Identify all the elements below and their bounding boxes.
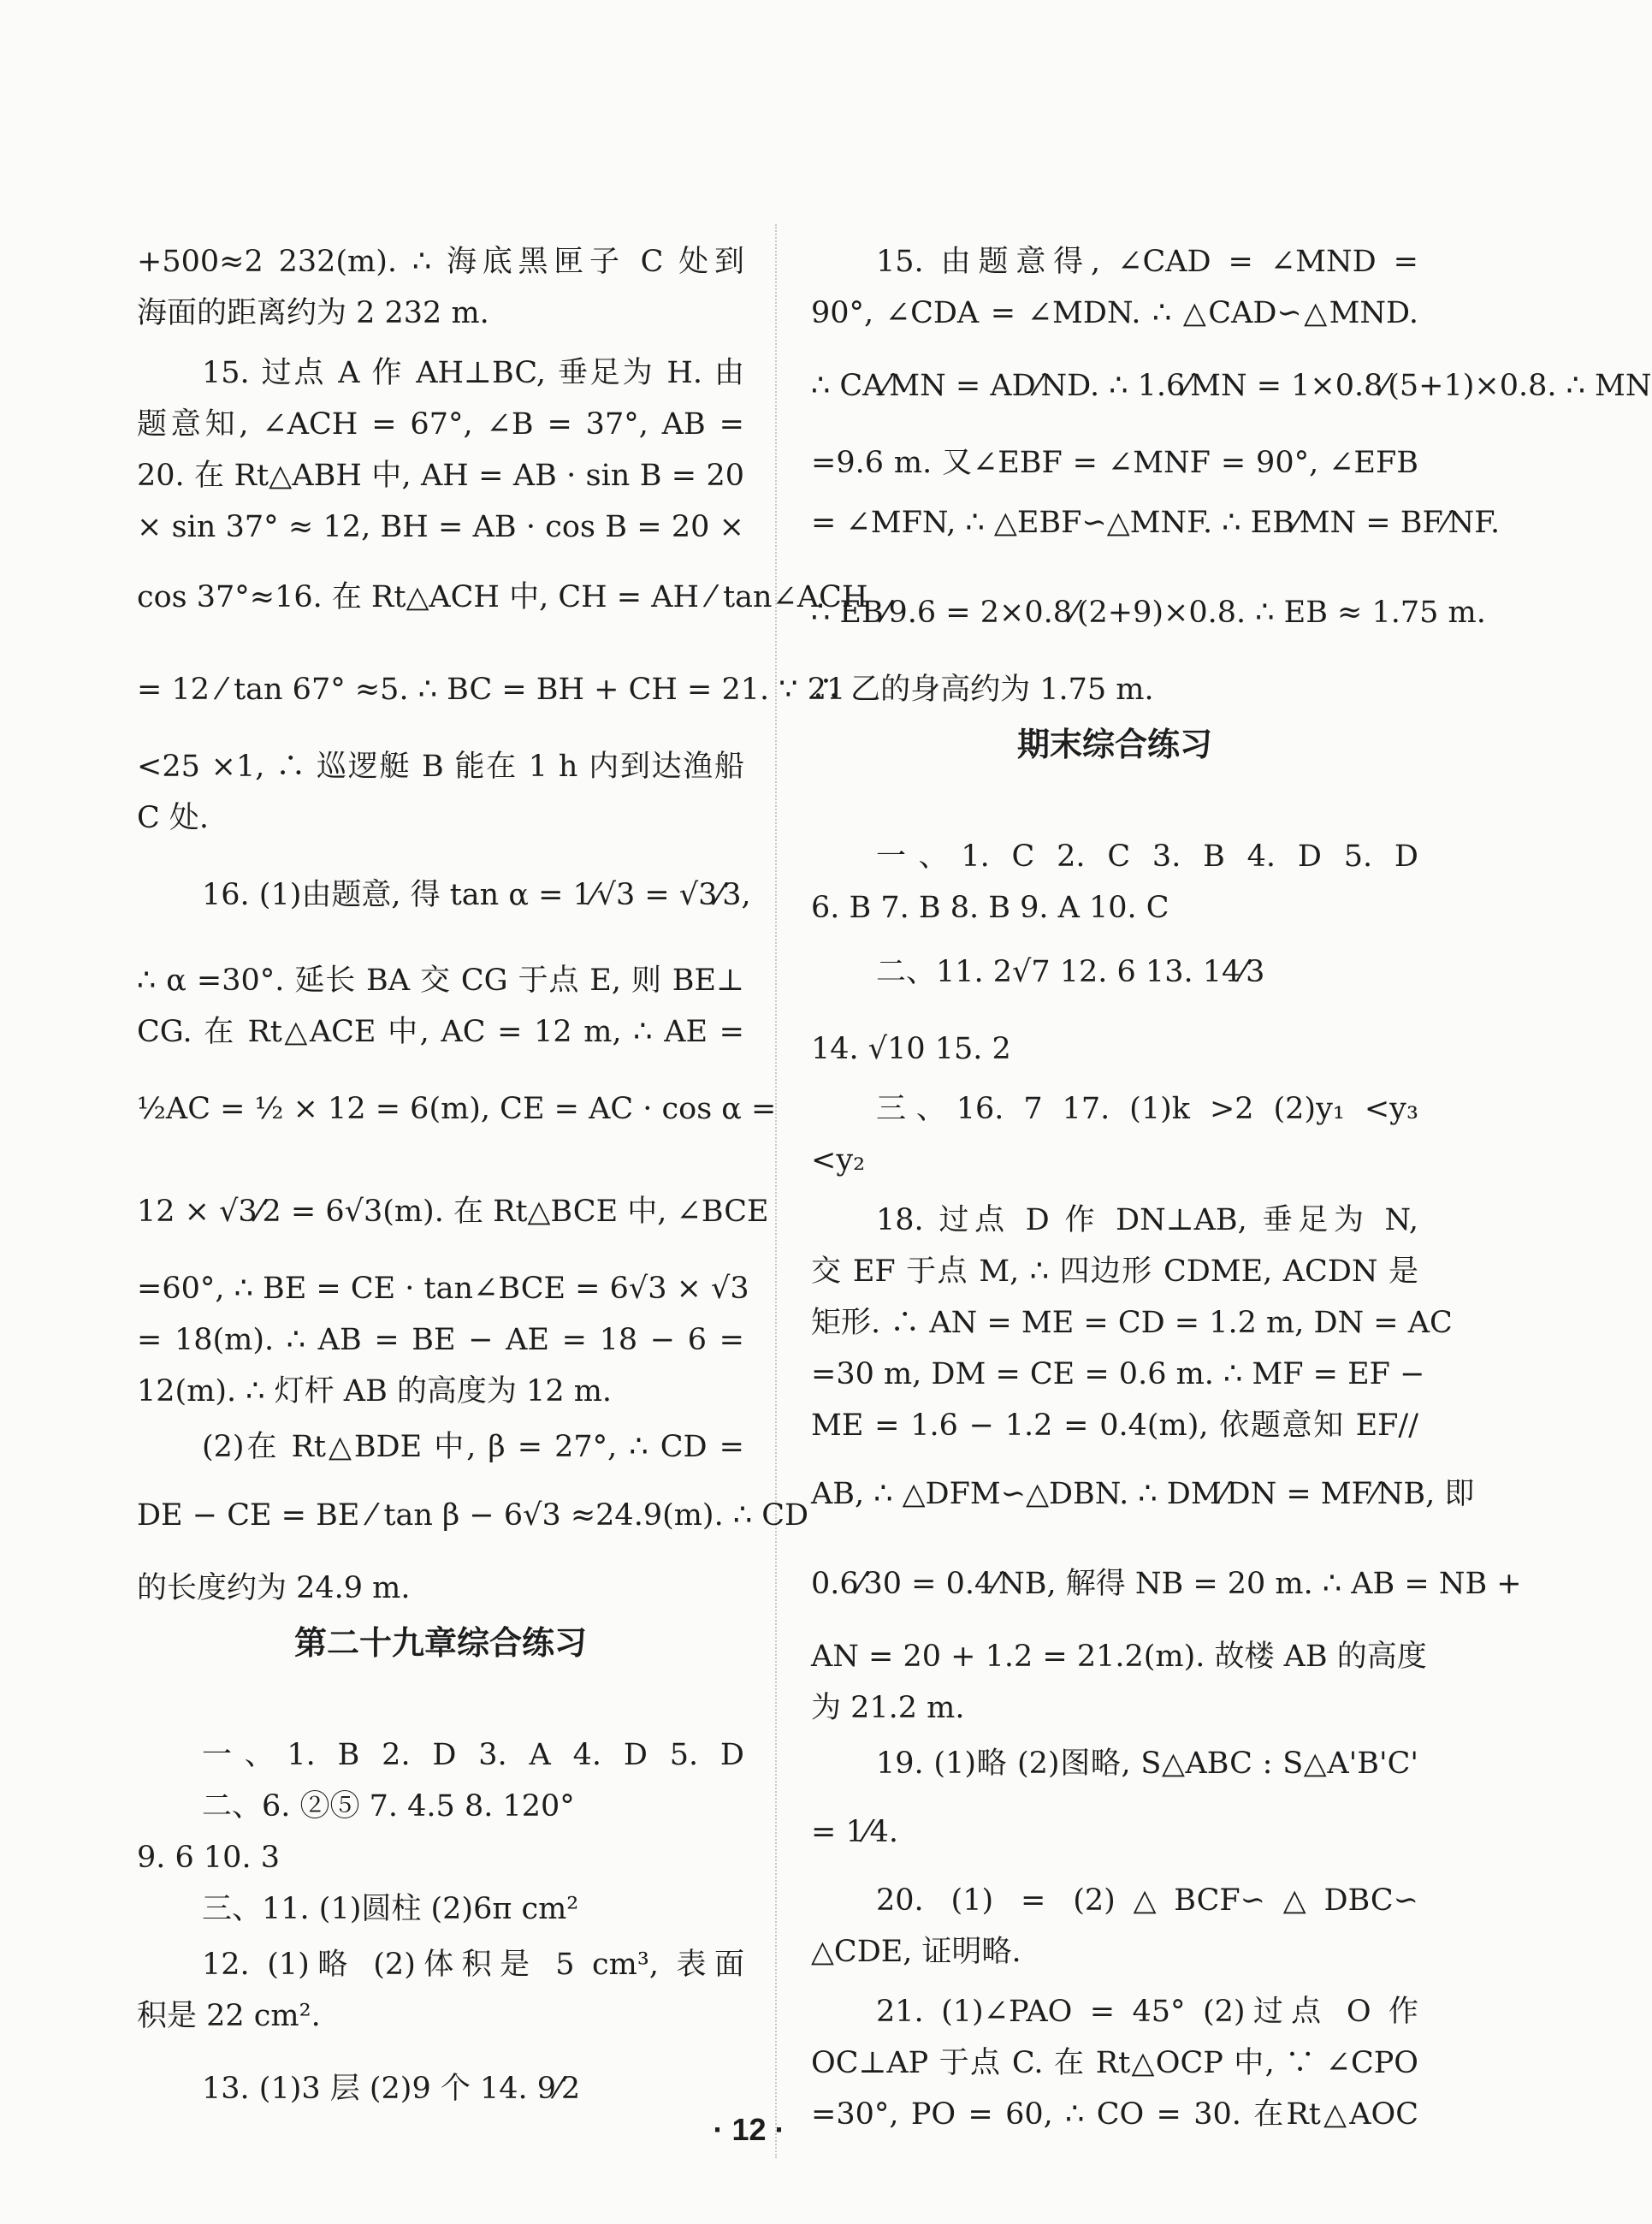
text-line: 20. 在 Rt△ABH 中, AH = AB · sin B = 20 bbox=[137, 459, 744, 493]
text-line: 积是 22 cm². bbox=[137, 1999, 321, 2033]
text-line: 二、6. ②⑤ 7. 4.5 8. 120° bbox=[202, 1789, 575, 1824]
text-line: 题意知, ∠ACH = 67°, ∠B = 37°, AB = bbox=[137, 407, 744, 442]
text-line: DE − CE = BE ⁄ tan β − 6√3 ≈24.9(m). ∴ CD bbox=[137, 1498, 809, 1533]
text-line: = ∠MFN, ∴ △EBF∽△MNF. ∴ EB⁄MN = BF⁄NF. bbox=[811, 506, 1501, 540]
text-line: 一、1. C 2. C 3. B 4. D 5. D bbox=[876, 839, 1418, 874]
text-line: cos 37°≈16. 在 Rt△ACH 中, CH = AH ⁄ tan∠ACH bbox=[137, 580, 868, 614]
text-line: 交 EF 于点 M, ∴ 四边形 CDME, ACDN 是 bbox=[811, 1254, 1418, 1289]
text-line: ∴ α =30°. 延长 BA 交 CG 于点 E, 则 BE⊥ bbox=[137, 964, 744, 998]
text-line: AB, ∴ △DFM∽△DBN. ∴ DM⁄DN = MF⁄NB, 即 bbox=[811, 1477, 1475, 1511]
text-line: 6. B 7. B 8. B 9. A 10. C bbox=[811, 891, 1169, 925]
text-line: 18. 过点 D 作 DN⊥AB, 垂足为 N, bbox=[876, 1203, 1418, 1237]
text-line: 三、16. 7 17. (1)k >2 (2)y₁ <y₃ bbox=[876, 1092, 1418, 1126]
text-line: C 处. bbox=[137, 801, 210, 835]
text-line: =30 m, DM = CE = 0.6 m. ∴ MF = EF − bbox=[811, 1357, 1425, 1391]
text-line: 21. (1)∠PAO = 45° (2)过点 O 作 bbox=[876, 1995, 1418, 2029]
text-line: ½AC = ½ × 12 = 6(m), CE = AC · cos α = bbox=[137, 1092, 777, 1126]
text-line: ∴ 乙的身高约为 1.75 m. bbox=[811, 673, 1154, 707]
final-exercise-heading: 期末综合练习 bbox=[1016, 726, 1212, 763]
text-line: 三、11. (1)圆柱 (2)6π cm² bbox=[202, 1892, 579, 1926]
text-line: 为 21.2 m. bbox=[811, 1691, 965, 1725]
text-line: 20. (1) = (2)△BCF∽△DBC∽ bbox=[876, 1883, 1418, 1918]
text-line: 13. (1)3 层 (2)9 个 14. 9⁄2 bbox=[202, 2072, 581, 2106]
text-line: 0.6⁄30 = 0.4⁄NB, 解得 NB = 20 m. ∴ AB = NB + bbox=[811, 1567, 1522, 1601]
text-line: =9.6 m. 又∠EBF = ∠MNF = 90°, ∠EFB bbox=[811, 446, 1418, 480]
text-line: 矩形. ∴ AN = ME = CD = 1.2 m, DN = AC bbox=[811, 1306, 1453, 1340]
text-line: 12(m). ∴ 灯杆 AB 的高度为 12 m. bbox=[137, 1374, 613, 1409]
text-line: 16. (1)由题意, 得 tan α = 1⁄√3 = √3⁄3, bbox=[202, 878, 751, 912]
chapter-29-heading: 第二十九章综合练习 bbox=[293, 1624, 587, 1662]
text-line: +500≈2 232(m). ∴ 海底黑匣子 C 处到 bbox=[137, 245, 744, 279]
text-line: 9. 6 10. 3 bbox=[137, 1841, 280, 1875]
text-line: ∴ CA⁄MN = AD⁄ND. ∴ 1.6⁄MN = 1×0.8⁄(5+1)×0.8. ∴ MN bbox=[811, 369, 1652, 403]
text-line: 90°, ∠CDA = ∠MDN. ∴ △CAD∽△MND. bbox=[811, 296, 1418, 330]
text-line: 14. √10 15. 2 bbox=[811, 1032, 1011, 1066]
page-number: · 12 · bbox=[713, 2112, 785, 2147]
text-line: 19. (1)略 (2)图略, S△ABC : S△A'B'C' bbox=[876, 1747, 1418, 1781]
text-line: 12 × √3⁄2 = 6√3(m). 在 Rt△BCE 中, ∠BCE bbox=[137, 1195, 769, 1229]
text-line: (2)在 Rt△BDE 中, β = 27°, ∴ CD = bbox=[202, 1430, 744, 1464]
text-line: = 1⁄4. bbox=[811, 1815, 898, 1849]
text-line: =60°, ∴ BE = CE · tan∠BCE = 6√3 × √3 bbox=[137, 1272, 749, 1306]
text-line: 12. (1)略 (2)体积是 5 cm³, 表面 bbox=[202, 1948, 744, 1982]
text-line: = 12 ⁄ tan 67° ≈5. ∴ BC = BH + CH = 21. ∵ 21 bbox=[137, 673, 846, 707]
text-line: ME = 1.6 − 1.2 = 0.4(m), 依题意知 EF// bbox=[811, 1409, 1418, 1443]
text-line: 海面的距离约为 2 232 m. bbox=[137, 296, 489, 330]
text-line: <y₂ bbox=[811, 1143, 866, 1177]
text-line: 二、11. 2√7 12. 6 13. 14⁄3 bbox=[876, 955, 1265, 989]
text-line: 一、1. B 2. D 3. A 4. D 5. D bbox=[202, 1738, 744, 1772]
text-line: OC⊥AP 于点 C. 在 Rt△OCP 中, ∵ ∠CPO bbox=[811, 2046, 1418, 2080]
text-line: 的长度约为 24.9 m. bbox=[137, 1571, 411, 1605]
text-line: 15. 由题意得, ∠CAD = ∠MND = bbox=[876, 245, 1418, 279]
text-line: △CDE, 证明略. bbox=[811, 1935, 1021, 1969]
text-line: <25 ×1, ∴ 巡逻艇 B 能在 1 h 内到达渔船 bbox=[137, 750, 744, 784]
text-line: =30°, PO = 60, ∴ CO = 30. 在Rt△AOC bbox=[811, 2097, 1418, 2132]
column-divider bbox=[775, 224, 777, 2158]
text-line: AN = 20 + 1.2 = 21.2(m). 故楼 AB 的高度 bbox=[811, 1640, 1427, 1674]
text-line: × sin 37° ≈ 12, BH = AB · cos B = 20 × bbox=[137, 510, 744, 544]
text-line: 15. 过点 A 作 AH⊥BC, 垂足为 H. 由 bbox=[202, 356, 744, 390]
text-line: ∴ EB⁄9.6 = 2×0.8⁄(2+9)×0.8. ∴ EB ≈ 1.75 m. bbox=[811, 596, 1486, 630]
text-line: CG. 在 Rt△ACE 中, AC = 12 m, ∴ AE = bbox=[137, 1015, 744, 1049]
text-line: = 18(m). ∴ AB = BE − AE = 18 − 6 = bbox=[137, 1323, 744, 1357]
